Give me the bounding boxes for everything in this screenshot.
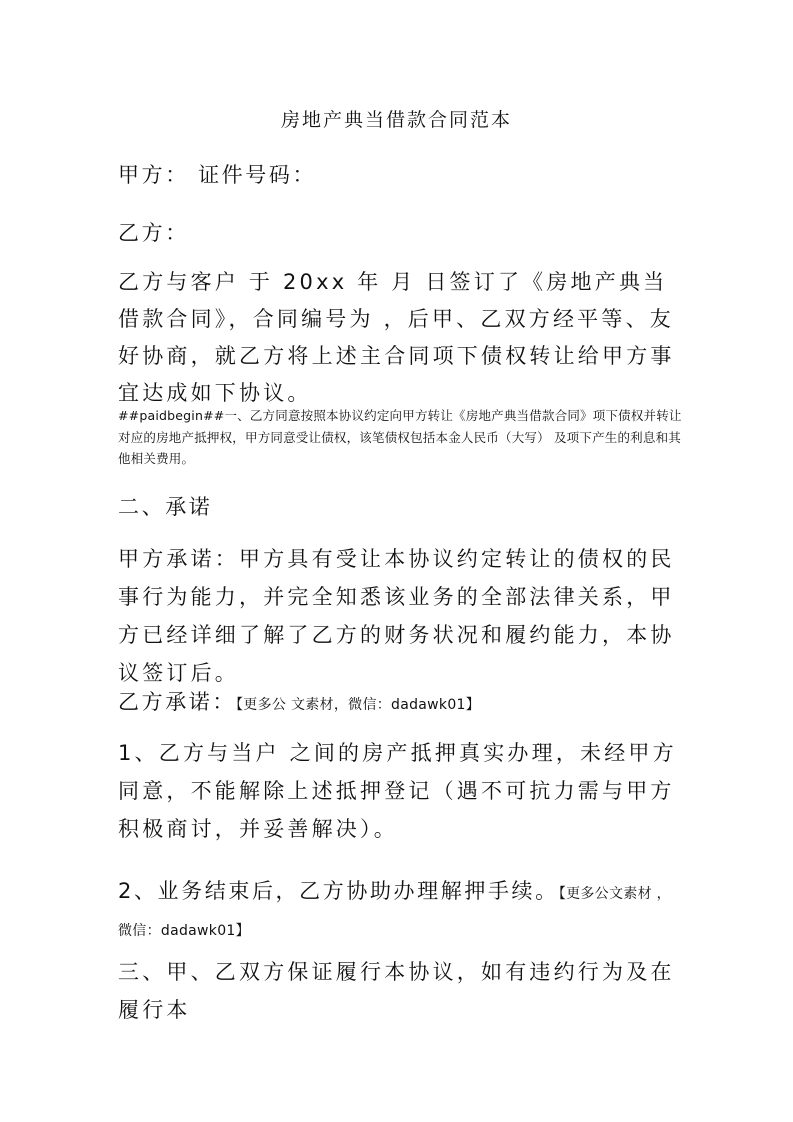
party-b-line: 乙方： bbox=[118, 221, 189, 245]
document-title: 房地产典当借款合同范本 bbox=[280, 109, 512, 131]
party-b-promise-label: 乙方承诺： bbox=[118, 690, 236, 714]
item-one: 1、乙方与当户 之间的房产抵押真实办理，未经甲方同意，不能解除上述抵押登记（遇不可抗力需与甲方积极商讨，并妥善解决）。 bbox=[118, 741, 677, 841]
party-a-promise: 甲方承诺：甲方具有受让本协议约定转让的债权的民事行为能力，并完全知悉该业务的全部法律关系，甲方已经详细了解了乙方的财务状况和履约能力，本协议签订后。 bbox=[118, 547, 675, 685]
item-two-text: 2、业务结束后，乙方协助办理解押手续。 bbox=[118, 879, 559, 903]
party-b-promise-note: 【更多公 文素材，微信：dadawk01】 bbox=[236, 697, 481, 713]
party-a-line: 甲方： 证件号码： bbox=[118, 163, 317, 187]
clause-one: ##paidbegin##一、乙方同意按照本协议约定向甲方转让《房地产典当借款合同》项下债权并转让对应的房地产抵押权，甲方同意受让债权，该笔债权包括本金人民币（大写） 及项下产生的利息和其他相关费用。 bbox=[118, 408, 682, 466]
item-two-note: 【更多公文素材 ，微信：dadawk01】 bbox=[118, 886, 671, 939]
section-two-heading: 二、承诺 bbox=[118, 495, 213, 519]
intro-paragraph: 乙方与客户 于 20xx 年 月 日签订了《房地产典当借款合同》，合同编号为 ，后甲、乙双方经平等、友好协商，就乙方将上述主合同项下债权转让给甲方事宜达成如下协议。 bbox=[118, 270, 675, 405]
section-three: 三、甲、乙双方保证履行本协议，如有违约行为及在履行本 bbox=[118, 960, 675, 1022]
item-two bbox=[118, 874, 683, 948]
party-b-promise bbox=[118, 683, 683, 724]
